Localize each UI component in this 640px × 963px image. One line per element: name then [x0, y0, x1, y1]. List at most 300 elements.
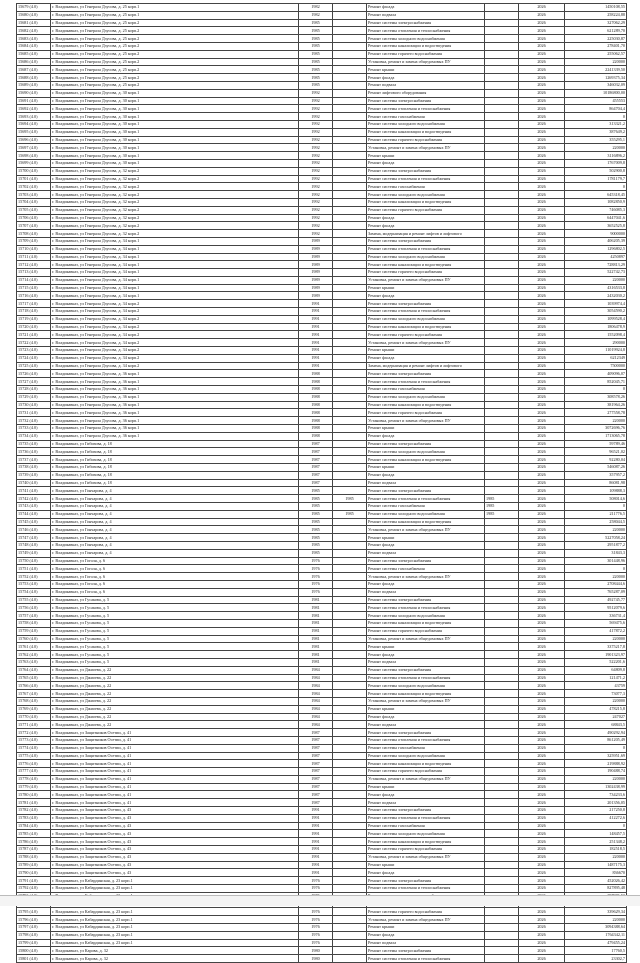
table-cell: 15788 (4.0) — [17, 853, 51, 861]
table-cell: 2026 — [519, 713, 565, 721]
table-cell — [333, 690, 367, 698]
table-cell: 15796 (4.0) — [17, 916, 51, 924]
table-row — [17, 11, 627, 19]
table-cell: 2026 — [519, 425, 565, 433]
table-cell: 15795 (4.0) — [17, 908, 51, 916]
table-cell: 3116896,2 — [565, 152, 627, 160]
table-cell: 15718 (4.0) — [17, 308, 51, 316]
table-cell: 2026 — [519, 619, 565, 627]
table-cell: Ремонт системы холодного водоснабжения — [367, 830, 485, 838]
table-cell: 1552098,4 — [565, 331, 627, 339]
table-cell: 2026 — [519, 354, 565, 362]
table-cell: 2026 — [519, 19, 565, 27]
table-row — [17, 347, 627, 355]
table-cell: 15724 (4.0) — [17, 354, 51, 362]
table-cell: г. Владикавказ, ул Генерала Дзусова, д. 32 корп.2 — [51, 206, 299, 214]
table-cell: 2026 — [519, 479, 565, 487]
table-cell: 15713 (4.0) — [17, 269, 51, 277]
table-cell: 15778 (4.0) — [17, 775, 51, 783]
table-cell: г. Владикавказ, ул Кабардинская, д. 23 корп.1 — [51, 939, 299, 947]
table-cell — [333, 386, 367, 394]
table-cell: Ремонт системы канализации и водоотведения — [367, 619, 485, 627]
table-cell: 15766 (4.0) — [17, 682, 51, 690]
table-cell: 1992 — [299, 167, 333, 175]
table-cell: г. Владикавказ, ул Гусакова, д. 5 — [51, 635, 299, 643]
table-row — [17, 729, 627, 737]
table-cell: 15721 (4.0) — [17, 331, 51, 339]
table-cell: 2026 — [519, 643, 565, 651]
table-cell: Ремонт системы канализации и водоотведения — [367, 323, 485, 331]
table-cell: Установка, ремонт и замена общедомовых ПУ — [367, 853, 485, 861]
table-cell: Ремонт крыши — [367, 425, 485, 433]
table-cell: 0 — [565, 744, 627, 752]
table-cell: г. Владикавказ, ул Джиоева, д. 22 — [51, 666, 299, 674]
table-cell: 1992 — [299, 144, 333, 152]
table-cell: г. Владикавказ, ул Гончарова, д. 4 — [51, 534, 299, 542]
table-cell: 2026 — [519, 144, 565, 152]
table-cell: 220000 — [565, 417, 627, 425]
table-row — [17, 822, 627, 830]
table-cell: Ремонт системы канализации и водоотведения — [367, 690, 485, 698]
table-cell — [485, 908, 519, 916]
table-cell: 1039974,4 — [565, 300, 627, 308]
table-cell: 290000 — [565, 339, 627, 347]
table-cell: 15781 (4.0) — [17, 799, 51, 807]
table-cell — [485, 846, 519, 854]
table-cell: 1976 — [299, 580, 333, 588]
table-cell: 1985 — [333, 510, 367, 518]
table-cell: г. Владикавказ, ул Гусакова, д. 5 — [51, 604, 299, 612]
table-cell: 2026 — [519, 347, 565, 355]
table-cell: Ремонт системы канализации и водоотведения — [367, 838, 485, 846]
table-cell — [333, 191, 367, 199]
table-cell: Ремонт системы горячего водоснабжения — [367, 627, 485, 635]
table-row — [17, 853, 627, 861]
table-cell: 2026 — [519, 658, 565, 666]
table-cell: 1984 — [299, 713, 333, 721]
table-cell: 2026 — [519, 378, 565, 386]
table-row — [17, 448, 627, 456]
table-cell: г. Владикавказ, ул Гончарова, д. 4 — [51, 549, 299, 557]
table-row — [17, 74, 627, 82]
table-cell: 546087,26 — [565, 464, 627, 472]
table-cell: 109888,3 — [565, 487, 627, 495]
table-cell: г. Владикавказ, ул Джиоева, д. 22 — [51, 697, 299, 705]
table-cell: 258224,88 — [565, 11, 627, 19]
table-cell: г. Владикавказ, ул Генерала Дзусова, д. 30 корп.1 — [51, 89, 299, 97]
table-cell: 827895,48 — [565, 885, 627, 893]
table-cell: 2026 — [519, 869, 565, 877]
table-cell: Ремонт системы канализации и водоотведения — [367, 261, 485, 269]
table-cell: 1984 — [299, 674, 333, 682]
table-cell: 478215,8 — [565, 705, 627, 713]
table-cell — [485, 144, 519, 152]
table-cell: 15719 (4.0) — [17, 315, 51, 323]
table-cell: 327062,29 — [565, 19, 627, 27]
table-row — [17, 261, 627, 269]
table-row — [17, 144, 627, 152]
table-cell: 1985 — [299, 534, 333, 542]
table-cell: 1992 — [299, 128, 333, 136]
table-cell: 2026 — [519, 565, 565, 573]
table-row — [17, 66, 627, 74]
table-cell: г. Владикавказ, ул Генерала Дзусова, д. 34 корп.2 — [51, 331, 299, 339]
table-row — [17, 308, 627, 316]
table-cell: 1992 — [299, 105, 333, 113]
table-cell — [485, 58, 519, 66]
table-cell: 1992 — [299, 175, 333, 183]
table-cell — [333, 237, 367, 245]
table-cell: 15774 (4.0) — [17, 744, 51, 752]
table-cell: 2026 — [519, 830, 565, 838]
table-cell: 1992 — [299, 222, 333, 230]
table-cell: 2026 — [519, 627, 565, 635]
table-cell: 15691 (4.0) — [17, 97, 51, 105]
table-cell: 10186800,00 — [565, 89, 627, 97]
table-cell: 1985 — [299, 66, 333, 74]
table-cell — [485, 113, 519, 121]
table-cell: 1984 — [299, 690, 333, 698]
table-cell: 1992 — [299, 97, 333, 105]
table-cell — [333, 206, 367, 214]
table-cell: Ремонт системы отопления и теплоснабжения — [367, 885, 485, 893]
table-cell — [485, 643, 519, 651]
table-cell — [485, 27, 519, 35]
table-cell: 508014,6 — [565, 495, 627, 503]
table-row — [17, 619, 627, 627]
table-cell: 220000 — [565, 635, 627, 643]
table-cell: 417872,2 — [565, 627, 627, 635]
table-row — [17, 222, 627, 230]
table-cell: Ремонт системы электроснабжения — [367, 19, 485, 27]
table-cell: 1989 — [299, 237, 333, 245]
table-cell: 1980 — [299, 955, 333, 963]
table-row — [17, 580, 627, 588]
table-cell: 2026 — [519, 323, 565, 331]
table-cell: г. Владикавказ, ул Защитников Осетии, д. 43 — [51, 846, 299, 854]
table-cell: 2026 — [519, 526, 565, 534]
table-row — [17, 643, 627, 651]
table-cell — [333, 269, 367, 277]
table-cell: 1989 — [299, 245, 333, 253]
table-cell: 1988 — [299, 393, 333, 401]
table-cell: 2026 — [519, 245, 565, 253]
table-cell: 1985 — [299, 541, 333, 549]
table-cell: г. Владикавказ, ул Гончарова, д. 4 — [51, 526, 299, 534]
table-cell: 251348,2 — [565, 838, 627, 846]
table-cell: Ремонт крыши — [367, 705, 485, 713]
table-cell: 4316533,8 — [565, 284, 627, 292]
table-cell — [333, 362, 367, 370]
table-cell — [485, 183, 519, 191]
table-cell: Ремонт системы канализации и водоотведения — [367, 401, 485, 409]
table-cell: 621289,70 — [565, 27, 627, 35]
table-cell — [485, 479, 519, 487]
table-cell: Ремонт подвала — [367, 658, 485, 666]
table-cell: 2026 — [519, 4, 565, 12]
table-cell — [485, 690, 519, 698]
table-cell — [333, 807, 367, 815]
table-cell: 1450108,55 — [565, 4, 627, 12]
table-cell: 1985 — [299, 549, 333, 557]
table-body — [17, 4, 627, 963]
table-row — [17, 752, 627, 760]
table-row — [17, 518, 627, 526]
table-cell — [485, 931, 519, 939]
table-cell: 1985 — [299, 35, 333, 43]
table-cell — [333, 440, 367, 448]
table-cell — [333, 526, 367, 534]
table-cell — [333, 939, 367, 947]
table-row — [17, 354, 627, 362]
table-cell — [485, 885, 519, 893]
table-cell: Ремонт системы электроснабжения — [367, 596, 485, 604]
table-cell: г. Владикавказ, ул Генерала Дзусова, д. 32 корп.2 — [51, 167, 299, 175]
table-cell: Ремонт системы электроснабжения — [367, 557, 485, 565]
table-cell: 2026 — [519, 214, 565, 222]
table-cell: 2026 — [519, 697, 565, 705]
table-cell — [333, 300, 367, 308]
table-cell — [333, 557, 367, 565]
table-row — [17, 924, 627, 932]
table-row — [17, 19, 627, 27]
table-cell: 1987 — [299, 768, 333, 776]
table-cell: Ремонт крыши — [367, 66, 485, 74]
table-cell: Ремонт системы отопления и теплоснабжения — [367, 308, 485, 316]
table-cell: 9512079,6 — [565, 604, 627, 612]
table-cell: Ремонт системы горячего водоснабжения — [367, 136, 485, 144]
table-cell — [333, 619, 367, 627]
table-row — [17, 167, 627, 175]
table-cell: 1991 — [299, 807, 333, 815]
table-cell: г. Владикавказ, ул Джиоева, д. 22 — [51, 674, 299, 682]
table-cell: 1991 — [299, 846, 333, 854]
table-row — [17, 417, 627, 425]
table-cell: 2026 — [519, 331, 565, 339]
table-cell: 201356,05 — [565, 799, 627, 807]
table-cell — [485, 807, 519, 815]
table-cell: г. Владикавказ, ул Генерала Дзусова, д. 25 корп.2 — [51, 74, 299, 82]
table-cell — [485, 612, 519, 620]
table-cell: 7500000 — [565, 362, 627, 370]
table-cell: г. Владикавказ, ул Гончарова, д. 4 — [51, 495, 299, 503]
table-cell: 15790 (4.0) — [17, 869, 51, 877]
table-cell: 2026 — [519, 393, 565, 401]
table-cell: 15699 (4.0) — [17, 159, 51, 167]
table-cell: 15680 (4.0) — [17, 11, 51, 19]
table-cell: 2708444,6 — [565, 580, 627, 588]
table-cell: 15708 (4.0) — [17, 230, 51, 238]
table-cell — [485, 658, 519, 666]
table-cell: 2241339,50 — [565, 66, 627, 74]
table-cell: 522742,73 — [565, 269, 627, 277]
table-row — [17, 464, 627, 472]
table-cell: 1988 — [299, 417, 333, 425]
table-cell: 864704,4 — [565, 105, 627, 113]
table-cell: 1989 — [299, 284, 333, 292]
table-cell — [333, 666, 367, 674]
table-cell: 1991 — [299, 830, 333, 838]
table-cell: 15762 (4.0) — [17, 651, 51, 659]
table-cell — [485, 66, 519, 74]
table-cell — [333, 448, 367, 456]
table-cell: 1082850,9 — [565, 198, 627, 206]
table-cell: 15782 (4.0) — [17, 807, 51, 815]
table-cell — [333, 822, 367, 830]
table-cell: 15749 (4.0) — [17, 549, 51, 557]
table-cell — [333, 744, 367, 752]
table-cell: 2026 — [519, 128, 565, 136]
table-cell: 15681 (4.0) — [17, 19, 51, 27]
table-cell: 2026 — [519, 541, 565, 549]
table-cell: Ремонт системы канализации и водоотведения — [367, 42, 485, 50]
table-cell — [333, 549, 367, 557]
table-cell: Ремонт системы электроснабжения — [367, 440, 485, 448]
table-cell — [485, 128, 519, 136]
table-row — [17, 588, 627, 596]
table-row — [17, 877, 627, 885]
table-cell — [485, 573, 519, 581]
table-cell: 73077,3 — [565, 690, 627, 698]
table-cell: 452026,42 — [565, 877, 627, 885]
table-cell: Ремонт системы газоснабжения — [367, 503, 485, 511]
table-cell: 2026 — [519, 35, 565, 43]
table-cell: Замена, модернизация и ремонт лифтов и лифтового — [367, 230, 485, 238]
table-cell — [333, 35, 367, 43]
table-cell — [485, 245, 519, 253]
table-cell: Ремонт системы отопления и теплоснабжения — [367, 604, 485, 612]
table-cell — [485, 830, 519, 838]
table-cell: г. Владикавказ, ул Гибизова, д. 18 — [51, 456, 299, 464]
table-cell: 15767 (4.0) — [17, 690, 51, 698]
program-table — [16, 3, 627, 963]
table-row — [17, 573, 627, 581]
table-cell: 412272,6 — [565, 814, 627, 822]
table-cell — [485, 74, 519, 82]
table-cell: 502900,8 — [565, 167, 627, 175]
table-cell: г. Владикавказ, ул Генерала Дзусова, д. 25 корп.2 — [51, 27, 299, 35]
table-cell — [333, 339, 367, 347]
table-cell: г. Владикавказ, ул Гусакова, д. 5 — [51, 612, 299, 620]
table-row — [17, 152, 627, 160]
table-cell — [333, 604, 367, 612]
table-cell: 1982 — [299, 11, 333, 19]
table-cell — [333, 331, 367, 339]
table-cell: Установка, ремонт и замена общедомовых ПУ — [367, 697, 485, 705]
table-cell — [333, 721, 367, 729]
table-cell: 1981 — [299, 596, 333, 604]
table-cell: г. Владикавказ, ул Гоголя, д. 6 — [51, 557, 299, 565]
table-cell: 1982 — [299, 4, 333, 12]
table-cell: 1988 — [299, 409, 333, 417]
table-cell — [485, 308, 519, 316]
table-cell: 1988 — [299, 401, 333, 409]
table-cell: 1984 — [299, 697, 333, 705]
table-cell: Ремонт системы горячего водоснабжения — [367, 269, 485, 277]
table-cell: 2026 — [519, 947, 565, 955]
table-cell: 121471,2 — [565, 674, 627, 682]
table-row — [17, 939, 627, 947]
table-cell: г. Владикавказ, ул Генерала Дзусова, д. 34 корп.2 — [51, 300, 299, 308]
table-cell: 1296802,5 — [565, 245, 627, 253]
table-cell — [485, 370, 519, 378]
table-row — [17, 35, 627, 43]
table-cell: г. Владикавказ, ул Генерала Дзусова, д. 32 корп.2 — [51, 183, 299, 191]
table-cell: 1984 — [299, 705, 333, 713]
table-cell — [333, 58, 367, 66]
table-cell: 92280,04 — [565, 456, 627, 464]
table-row — [17, 339, 627, 347]
table-cell: 2026 — [519, 666, 565, 674]
table-cell: 1976 — [299, 908, 333, 916]
table-cell: Ремонт фасада — [367, 541, 485, 549]
table-cell — [333, 752, 367, 760]
table-cell — [333, 354, 367, 362]
table-row — [17, 97, 627, 105]
table-cell — [333, 66, 367, 74]
table-cell: 15746 (4.0) — [17, 526, 51, 534]
table-cell: 2026 — [519, 152, 565, 160]
table-cell: 1991 — [299, 869, 333, 877]
table-row — [17, 386, 627, 394]
table-cell — [333, 791, 367, 799]
table-cell: 1985 — [299, 81, 333, 89]
table-cell: 15726 (4.0) — [17, 370, 51, 378]
table-cell — [333, 736, 367, 744]
table-cell: г. Владикавказ, ул Джиоева, д. 22 — [51, 721, 299, 729]
table-cell: г. Владикавказ, ул Гончарова, д. 4 — [51, 510, 299, 518]
table-row — [17, 245, 627, 253]
table-cell: Ремонт системы канализации и водоотведения — [367, 456, 485, 464]
table-cell: 2026 — [519, 74, 565, 82]
table-cell: 1985 — [299, 50, 333, 58]
table-cell: 258044,5 — [565, 518, 627, 526]
table-row — [17, 331, 627, 339]
table-cell: 15695 (4.0) — [17, 128, 51, 136]
table-cell: Ремонт системы горячего водоснабжения — [367, 846, 485, 854]
table-row — [17, 541, 627, 549]
table-cell: 247027 — [565, 713, 627, 721]
table-cell: 15785 (4.0) — [17, 830, 51, 838]
table-cell — [485, 167, 519, 175]
table-cell: г. Владикавказ, ул Генерала Дзусова, д. 34 корп.1 — [51, 261, 299, 269]
table-cell — [485, 752, 519, 760]
table-cell — [333, 768, 367, 776]
table-cell — [333, 120, 367, 128]
table-cell: Ремонт подвала — [367, 479, 485, 487]
table-cell: г. Владикавказ, ул Гоголя, д. 6 — [51, 588, 299, 596]
table-cell: 2026 — [519, 386, 565, 394]
table-cell: 313321,2 — [565, 120, 627, 128]
table-cell: г. Владикавказ, ул Генерала Дзусова, д. 25 корп.1 — [51, 4, 299, 12]
table-cell — [485, 191, 519, 199]
table-cell: 1987 — [299, 736, 333, 744]
table-row — [17, 128, 627, 136]
table-cell — [333, 830, 367, 838]
table-cell: 2026 — [519, 105, 565, 113]
table-cell — [485, 799, 519, 807]
table-cell: 2026 — [519, 409, 565, 417]
table-cell: 15732 (4.0) — [17, 417, 51, 425]
table-cell — [485, 814, 519, 822]
table-row — [17, 916, 627, 924]
table-cell: 2026 — [519, 456, 565, 464]
table-cell — [333, 612, 367, 620]
table-row — [17, 721, 627, 729]
table-cell: 2026 — [519, 50, 565, 58]
table-cell — [333, 596, 367, 604]
table-cell — [333, 222, 367, 230]
